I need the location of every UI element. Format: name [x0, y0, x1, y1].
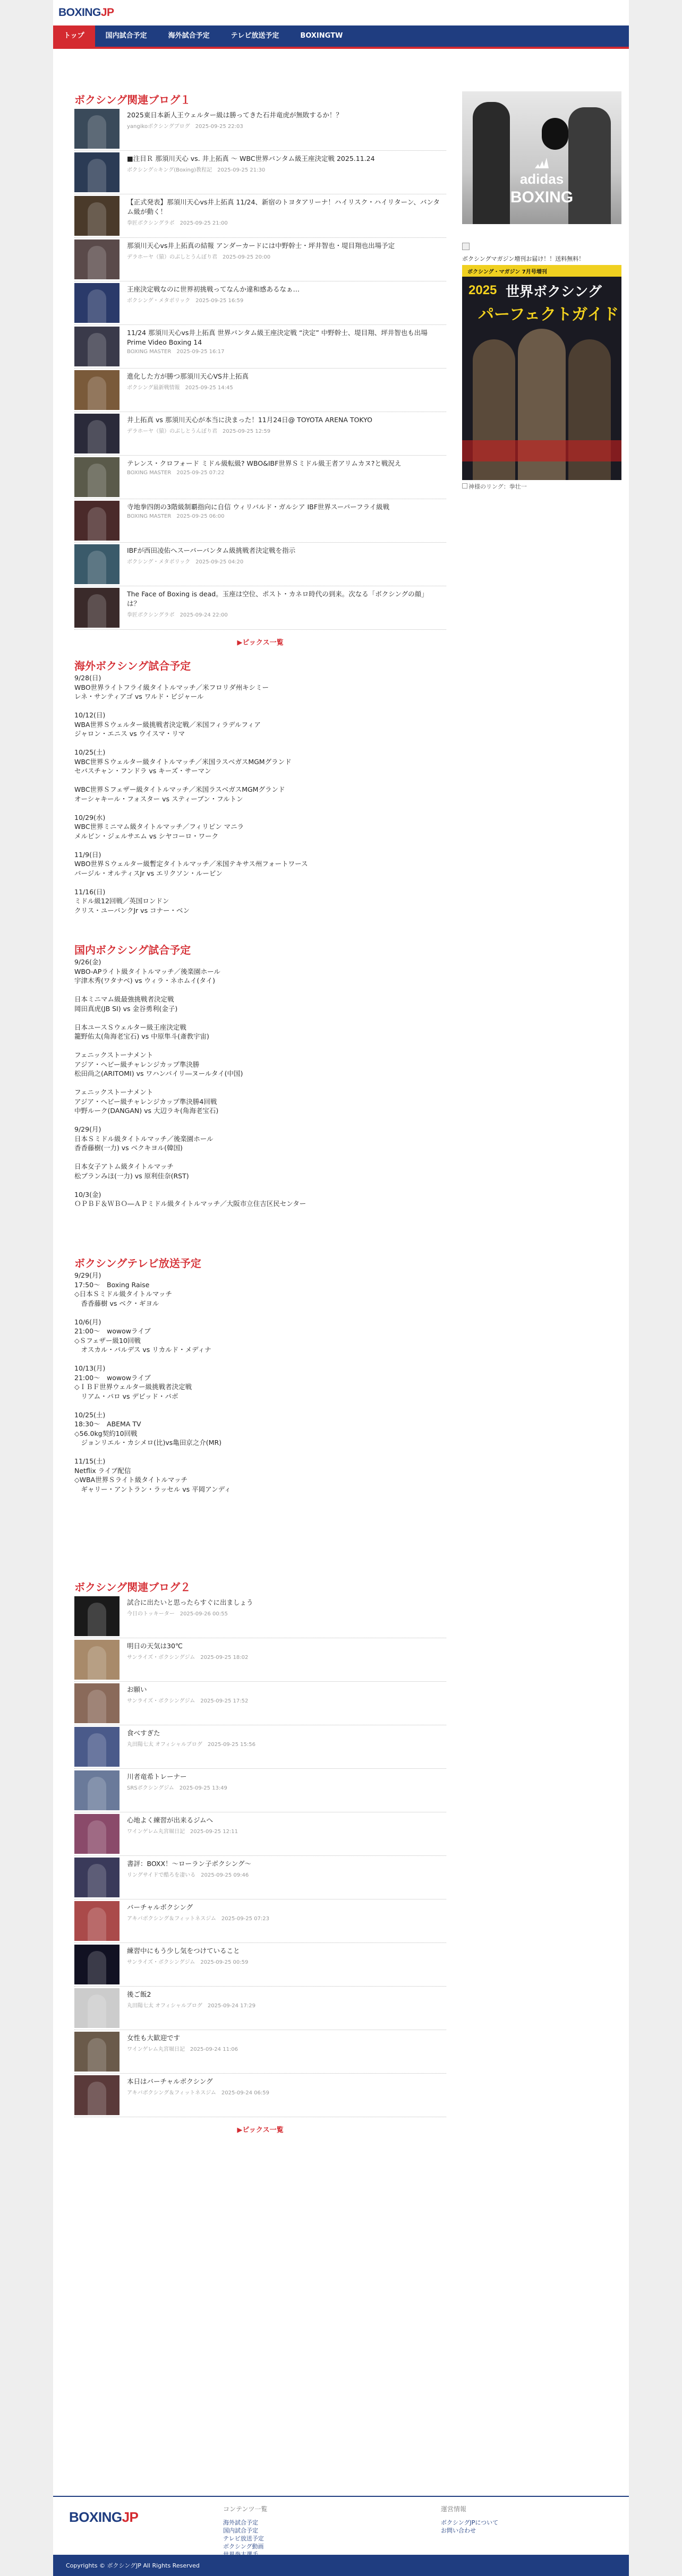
post-source[interactable]: アキバボクシング＆フィットネスジム	[127, 1916, 216, 1922]
post-date: 2025-09-25 04:20	[195, 559, 244, 565]
post-meta	[127, 349, 440, 355]
post-title[interactable]: テレンス・クロフォード ミドル級転級? WBO&IBF世界Ｓミドル級王者アリムカヌ?と戦況え	[127, 459, 402, 467]
thumb-figure	[88, 202, 106, 236]
post-thumbnail[interactable]	[74, 1858, 120, 1897]
post-date: 2025-09-25 16:59	[195, 298, 244, 304]
footer-link-tv[interactable]: テレビ放送予定	[223, 2535, 264, 2542]
copyright-bar	[53, 2555, 629, 2576]
post-source[interactable]: サンライズ・ボクシングジム	[127, 1959, 195, 1965]
post-text	[127, 2030, 440, 2052]
post-date: 2025-09-25 17:52	[200, 1698, 249, 1704]
copyright-text: Copyrights © ボクシングJP All Rights Reserved	[66, 2562, 200, 2569]
post-title[interactable]: 進化した方が勝つ那須川天心VS井上拓真	[127, 372, 249, 380]
post-date: 2025-09-25 18:02	[200, 1655, 249, 1661]
post-title[interactable]: The Face of Boxing is dead。玉座は空位、ポスト・カネロ時代の到来。次なる「ボクシングの顔」は？	[127, 590, 428, 607]
post-meta	[127, 1653, 440, 1661]
thumb-figure	[88, 115, 106, 149]
post-source[interactable]: アキバボクシング＆フィットネスジム	[127, 2090, 216, 2096]
post-title[interactable]: 那須川天心vs井上拓真の結報 アンダーカードには中野幹士・坪井智也・堤目翔也出場予定	[127, 242, 395, 250]
post-text	[127, 499, 440, 519]
post-text	[127, 194, 440, 226]
thumb-figure	[88, 1646, 106, 1680]
post-title[interactable]: 2025東日本新人王ウェルター級は勝ってきた石井竜虎が無敗するか！？	[127, 111, 343, 119]
post-title[interactable]: 後ご飯2	[127, 1990, 151, 1998]
post-thumbnail[interactable]	[74, 1640, 120, 1680]
site-logo[interactable]: BOXINGJP	[58, 6, 114, 19]
post-date: 2025-09-25 22:03	[195, 124, 243, 130]
blog-post-row[interactable]	[74, 151, 446, 194]
blog-post-row[interactable]	[74, 543, 446, 586]
overseas-heading: 海外ボクシング試合予定	[74, 660, 191, 672]
blog-post-row[interactable]	[74, 1769, 446, 1812]
blog-post-row[interactable]	[74, 325, 446, 369]
banner-figure-right	[568, 107, 611, 224]
blog-post-row[interactable]	[74, 2030, 446, 2074]
post-date: 2025-09-25 15:56	[207, 1742, 256, 1748]
post-date: 2025-09-25 16:17	[176, 349, 225, 355]
post-text	[127, 1595, 440, 1617]
post-source[interactable]: ボクシング・メタボリック	[127, 559, 191, 565]
blog2-list	[74, 1595, 446, 2117]
cover-year: 2025	[468, 283, 497, 297]
blog2-heading: ボクシング関連ブログ２	[74, 1581, 191, 1594]
post-source[interactable]: サンライズ・ボクシングジム	[127, 1655, 195, 1661]
blog-post-row[interactable]	[74, 238, 446, 281]
footer-info-heading: 運営情報	[441, 2505, 467, 2513]
post-meta	[127, 1740, 440, 1748]
post-text	[127, 1943, 440, 1965]
footer-info-col	[441, 2505, 498, 2535]
post-date: 2025-09-24 11:06	[190, 2047, 238, 2052]
post-text	[127, 1725, 440, 1748]
post-meta	[127, 1914, 440, 1922]
thumb-figure	[88, 1820, 106, 1854]
cover-top-text: ボクシング・マガジン 7月号増刊	[467, 269, 547, 275]
post-text	[127, 369, 440, 391]
thumb-figure	[88, 1733, 106, 1767]
post-meta	[127, 165, 440, 173]
post-meta	[127, 122, 440, 130]
cover-red-accent	[462, 440, 621, 461]
post-meta	[127, 557, 440, 565]
blog1-heading: ボクシング関連ブログ１	[74, 93, 191, 106]
post-thumbnail[interactable]	[74, 457, 120, 497]
post-meta	[127, 1609, 440, 1617]
post-source[interactable]: SRSボクシングジム	[127, 1785, 174, 1791]
tv-heading: ボクシングテレビ放送予定	[74, 1257, 201, 1270]
post-thumbnail[interactable]	[74, 2075, 120, 2115]
nav-overseas[interactable]: 海外試合予定	[168, 32, 210, 40]
post-source[interactable]: BOXING MASTER	[127, 470, 172, 476]
post-meta	[127, 470, 440, 476]
post-thumbnail[interactable]	[74, 239, 120, 279]
post-thumbnail[interactable]	[74, 152, 120, 192]
post-meta	[127, 252, 440, 260]
post-title[interactable]: IBFが西田凌佑へスーパーバンタム級挑戦者決定戦を指示	[127, 546, 296, 554]
post-meta	[127, 1870, 440, 1878]
thumb-figure	[88, 420, 106, 453]
post-title[interactable]: 練習中にもう少し気をつけていること	[127, 1947, 240, 1955]
tv-text: 9/29(月) 17:50〜 Boxing Raise ◇日本Ｓミドル級タイトルマッチ 香香藤樹 vs ベク・ギヨル 10/6(月) 21:00〜 wowowライブ ◇Ｓフェザー級10回戦 オスカル・バルデス vs リカルド・メディナ 10/13(月) 21:00〜 wowowライブ ◇ＩＢＦ世界ウェルター級挑戦者決定戦 リアム・パロ vs デビッド・パボ 10/25(土) 18:30〜 ABEMA TV ◇56.0kg契約10回戦 ジョンリエル・カシメロ(比)vs亀田京之介(MR) 11/15(土) Netflix ライブ配信 ◇WBA世界Ｓライト級タイトルマッチ ギャリー・アントラン・ラッセル vs 平岡アンディ	[74, 1271, 231, 1493]
blog1-more-link[interactable]: ▶ピックス一覧	[237, 639, 284, 647]
tv-schedule	[74, 1271, 446, 1579]
post-date: 2025-09-25 12:11	[190, 1829, 238, 1835]
blog2-more-link[interactable]: ▶ピックス一覧	[237, 2126, 284, 2134]
cover-title-1: 世界ボクシング	[506, 284, 602, 300]
post-title[interactable]: 【正式発表】那須川天心vs井上拓真 11/24、新宿のトヨタアリーナ！ハイリスク・ハイリターン、バンタム級が動く！	[127, 198, 440, 216]
post-text	[127, 1899, 440, 1922]
blog-post-row[interactable]	[74, 1725, 446, 1769]
blog-post-row[interactable]	[74, 1812, 446, 1856]
thumb-figure	[88, 246, 106, 279]
blog-post-row[interactable]	[74, 1595, 446, 1638]
footer-link-about[interactable]: ボクシングJPについて	[441, 2519, 499, 2526]
post-title[interactable]: 食べすぎた	[127, 1729, 160, 1737]
post-source[interactable]: 丸田陽七太 オフィシャルブログ	[127, 2003, 202, 2009]
post-thumbnail[interactable]	[74, 588, 120, 628]
post-title[interactable]: 心地よく練習が出来るジムへ	[127, 1816, 214, 1824]
page-container	[53, 0, 629, 2576]
post-meta	[127, 1957, 440, 1965]
post-thumbnail[interactable]	[74, 196, 120, 236]
thumb-figure	[88, 159, 106, 192]
post-source[interactable]: リングサイドで酷ろを凄いる	[127, 1872, 196, 1878]
footer-link-domestic[interactable]: 国内試合予定	[223, 2527, 258, 2534]
thumb-figure	[88, 2038, 106, 2072]
post-thumbnail[interactable]	[74, 1814, 120, 1854]
post-meta	[127, 2001, 440, 2009]
post-thumbnail[interactable]	[74, 109, 120, 149]
cover-title-2: パーフェクトガイド	[478, 305, 619, 324]
post-date: 2025-09-25 13:49	[179, 1785, 227, 1791]
post-text	[127, 412, 440, 434]
adidas-boxing-banner[interactable]	[462, 91, 621, 224]
post-text	[127, 1856, 440, 1878]
main-nav	[53, 25, 629, 49]
post-source[interactable]: 丸田陽七太 オフィシャルブログ	[127, 1742, 202, 1748]
blog-post-row[interactable]	[74, 281, 446, 325]
domestic-heading: 国内ボクシング試合予定	[74, 944, 191, 956]
footer-link-video[interactable]: ボクシング動画	[223, 2543, 264, 2550]
post-thumbnail[interactable]	[74, 370, 120, 410]
post-thumbnail[interactable]	[74, 414, 120, 453]
post-text	[127, 1682, 440, 1704]
post-date: 2025-09-25 06:00	[176, 514, 225, 519]
thumb-figure	[88, 1907, 106, 1941]
post-source[interactable]: 拳匠ボクシングラボ	[127, 612, 175, 618]
post-source[interactable]: ボクシング最新戦情報	[127, 385, 180, 391]
blog-post-row[interactable]	[74, 2074, 446, 2117]
post-source[interactable]: BOXING MASTER	[127, 349, 172, 355]
blog-post-row[interactable]	[74, 499, 446, 543]
blog-post-row[interactable]	[74, 1899, 446, 1943]
thumb-figure	[88, 594, 106, 628]
post-date: 2025-09-26 00:55	[180, 1611, 228, 1617]
thumb-figure	[88, 1690, 106, 1723]
overseas-text: 9/28(日) WBO世界ライトフライ級タイトルマッチ／米フロリダ州キシミー レネ・サンティアゴ vs ワルド・ビジャール 10/12(日) WBA世界Ｓウェルター級挑戦者決定戦／米国フィラデルフィア ジャロン・エニス vs ウイスマ・リマ 10/25(土) WBC世界Ｓウェルター級タイトルマッチ／米国ラスベガスMGMグランド セバスチャン・フンドラ vs キーズ・サーマン WBC世界Ｓフェザー級タイトルマッチ／米国ラスベガスMGMグランド オーシャキール・フォスター vs スティーブン・フルトン 10/29(水) WBC世界ミニマム級タイトルマッチ／フィリピン マニラ メルビン・ジェルサエム vs シヤコーロ・ワーク 11/9(日) WBO世界Ｓウェルター級暫定タイトルマッチ／米国テキサス州フォートワース バージル・オルティスJr vs エリクソン・ルービン 11/16(日) ミドル級12回戦／英国ロンドン クリス・ユーバンクJr vs コナー・ベン	[74, 674, 308, 914]
post-meta	[127, 1696, 440, 1704]
post-date: 2025-09-25 20:00	[223, 254, 271, 260]
blog-post-row[interactable]	[74, 1987, 446, 2030]
post-thumbnail[interactable]	[74, 1945, 120, 1984]
post-meta	[127, 610, 440, 618]
footer-contents-heading: コンテンツ一覧	[223, 2505, 268, 2513]
domestic-schedule	[74, 957, 446, 1255]
post-title[interactable]: 女性も大歓迎です	[127, 2034, 181, 2042]
post-text	[127, 1638, 440, 1661]
post-thumbnail[interactable]	[74, 1901, 120, 1941]
thumb-figure	[88, 551, 106, 584]
domestic-text: 9/26(金) WBO-APライト級タイトルマッチ／後楽園ホール 宇津木秀(ワタナベ) vs ウィラ・ネホムイ(タイ) 日本ミニマム級最強挑戦者決定戦 岡田真虎(JB SI) vs 金谷勇利(金子) 日本ユースＳウェルター級王座決定戦 籠野佑太(角海老宝石) vs 中原隼斗(斎教宇宙) フェニックストーナメント アジア・ヘビー級チャレンジカップ準決勝 松田尚之(ARITOMI) vs ワハンバイリ―ヌールタイ(中国) フェニックストーナメント アジア・ヘビー級チャレンジカップ準決勝4回戦 中野ルーク(DANGAN) vs 大辺ラキ(角海老宝石) 9/29(月) 日本Ｓミドル級タイトルマッチ／後楽園ホール 香香藤樹(一力) vs ベクキヨル(韓国) 日本女子アトム級タイトルマッチ 松ブランみほ(一力) vs 原利佳奈(RST) 10/3(金) ＯＰＢＦ＆ＷＢＯ―ＡＰミドル級タイトルマッチ／大阪市立住吉区民センター	[74, 958, 306, 1208]
post-date: 2025-09-24 22:00	[180, 612, 228, 618]
post-text	[127, 543, 440, 565]
post-text	[127, 586, 440, 618]
post-meta	[127, 2044, 440, 2052]
post-title[interactable]: 本日はバーチャルボクシング	[127, 2077, 213, 2085]
post-title[interactable]: 明日の天気は30℃	[127, 1642, 183, 1650]
site-footer	[53, 2496, 629, 2576]
nav-top[interactable]: トップ	[53, 25, 95, 47]
blog-post-row[interactable]	[74, 456, 446, 499]
post-thumbnail[interactable]	[74, 327, 120, 366]
post-date: 2025-09-24 06:59	[221, 2090, 269, 2096]
main-content	[74, 91, 446, 2134]
post-date: 2025-09-25 21:30	[217, 167, 266, 173]
blog-post-row[interactable]	[74, 1856, 446, 1899]
thumb-figure	[88, 333, 106, 366]
blog-post-row[interactable]	[74, 586, 446, 630]
banner-brand: adidas	[519, 171, 564, 187]
overseas-schedule	[74, 673, 446, 942]
post-thumbnail[interactable]	[74, 1727, 120, 1767]
blog-post-row[interactable]	[74, 369, 446, 412]
post-source[interactable]: デラホーヤ（猿）のぶしとうんぼり君	[127, 254, 217, 260]
post-date: 2025-09-25 07:23	[221, 1916, 269, 1922]
banner-word: BOXING	[510, 189, 574, 206]
post-thumbnail[interactable]	[74, 501, 120, 541]
blog-post-row[interactable]	[74, 1638, 446, 1682]
thumb-figure	[88, 2082, 106, 2115]
thumb-figure	[88, 1951, 106, 1984]
post-date: 2025-09-24 17:29	[207, 2003, 256, 2009]
post-source[interactable]: サンライズ・ボクシングジム	[127, 1698, 195, 1704]
post-text	[127, 1987, 440, 2009]
post-meta	[127, 218, 440, 226]
site-header	[53, 0, 629, 25]
post-meta	[127, 296, 440, 304]
book-alt-text: 神様のリング：拳壮一	[462, 482, 621, 491]
post-text	[127, 1769, 440, 1791]
post-text	[127, 325, 440, 355]
post-date: 2025-09-25 12:59	[223, 429, 271, 434]
nav-domestic[interactable]: 国内試合予定	[105, 32, 147, 40]
post-source[interactable]: 拳匠ボクシングラボ	[127, 220, 175, 226]
post-meta	[127, 1827, 440, 1835]
magazine-caption: ボクシングマガジン増刊お届け！！送料無料！	[462, 255, 585, 262]
post-date: 2025-09-25 09:46	[201, 1872, 249, 1878]
footer-contents-col	[223, 2505, 267, 2558]
post-source[interactable]: 今日のトッキーター	[127, 1611, 175, 1617]
post-text	[127, 151, 440, 173]
post-text	[127, 281, 440, 304]
post-meta	[127, 2088, 440, 2096]
post-source[interactable]: ワインゲレム丸宮堀日記	[127, 2047, 185, 2052]
post-title[interactable]: 王座決定戦なのに世界初挑戦ってなんか違和感あるなぁ…	[127, 285, 300, 293]
thumb-figure	[88, 1777, 106, 1810]
post-meta	[127, 383, 440, 391]
post-thumbnail[interactable]	[74, 1683, 120, 1723]
thumb-figure	[88, 507, 106, 541]
post-source[interactable]: デラホーヤ（猿）のぶしとうんぼり君	[127, 429, 217, 434]
footer-link-overseas[interactable]: 海外試合予定	[223, 2519, 258, 2526]
blog-post-row[interactable]	[74, 107, 446, 151]
footer-top-line	[53, 2496, 629, 2497]
post-text	[127, 1812, 440, 1835]
post-title[interactable]: 書評：BOXX！〜ローラン子ボクシング〜	[127, 1860, 251, 1868]
post-thumbnail[interactable]	[74, 283, 120, 323]
post-title[interactable]: ■注目Ｒ 那須川天心 vs. 井上拓真 〜 WBC世界バンタム級王座決定戦 2025.11.24	[127, 155, 375, 162]
footer-logo[interactable]: BOXINGJP	[69, 2509, 139, 2525]
post-text	[127, 2074, 440, 2096]
thumb-figure	[88, 289, 106, 323]
post-meta	[127, 514, 440, 519]
post-date: 2025-09-25 21:00	[180, 220, 228, 226]
post-title[interactable]: 井上拓真 vs 那須川天心が本当に決まった！11月24日@ TOYOTA ARENA TOKYO	[127, 416, 372, 424]
broken-image-icon	[462, 243, 470, 250]
blog-post-row[interactable]	[74, 1682, 446, 1725]
post-text	[127, 238, 440, 260]
post-source[interactable]: ボクシング☆キング(Boxing)教程記	[127, 167, 212, 173]
blog1-list	[74, 107, 446, 630]
post-thumbnail[interactable]	[74, 2032, 120, 2072]
post-thumbnail[interactable]	[74, 1988, 120, 2028]
footer-link-contact[interactable]: お問い合わせ	[441, 2527, 476, 2534]
post-meta	[127, 1783, 440, 1791]
post-source[interactable]: ワインゲレム丸宮堀日記	[127, 1829, 185, 1835]
nav-tv[interactable]: テレビ放送予定	[231, 32, 279, 40]
sidebar	[462, 91, 621, 491]
thumb-figure	[88, 464, 106, 497]
nav-boxingtw[interactable]: BOXINGTW	[300, 32, 343, 40]
broken-image-icon-2	[462, 483, 467, 489]
post-thumbnail[interactable]	[74, 544, 120, 584]
post-title[interactable]: お願い	[127, 1685, 147, 1693]
post-thumbnail[interactable]	[74, 1770, 120, 1810]
post-title[interactable]: 試合に出たいと思ったらすぐに出ましょう	[127, 1598, 253, 1606]
blog-post-row[interactable]	[74, 412, 446, 456]
post-source[interactable]: BOXING MASTER	[127, 514, 172, 519]
post-title[interactable]: バーチャルボクシング	[127, 1903, 193, 1911]
thumb-figure	[88, 1603, 106, 1636]
magazine-cover[interactable]	[462, 265, 621, 480]
post-title[interactable]: 寺地拳四朗の3階級制覇指向に自信 ウィリバルド・ガルシア IBF世界スーパーフライ級戦	[127, 503, 390, 511]
blog-post-row[interactable]	[74, 194, 446, 238]
thumb-figure	[88, 376, 106, 410]
thumb-figure	[88, 1864, 106, 1897]
thumb-figure	[88, 1995, 106, 2028]
post-thumbnail[interactable]	[74, 1596, 120, 1636]
post-title[interactable]: 川者竜希トレーナー	[127, 1773, 187, 1781]
post-text	[127, 107, 440, 130]
blog-post-row[interactable]	[74, 1943, 446, 1987]
adidas-logo-icon	[534, 158, 550, 168]
post-meta	[127, 426, 440, 434]
banner-glove	[542, 118, 568, 150]
post-text	[127, 456, 440, 476]
post-date: 2025-09-25 14:45	[185, 385, 233, 391]
post-date: 2025-09-25 07:22	[176, 470, 225, 476]
post-source[interactable]: yangikoボクシングブログ	[127, 124, 190, 130]
post-date: 2025-09-25 00:59	[200, 1959, 249, 1965]
post-title[interactable]: 11/24 那須川天心vs井上拓真 世界バンタム級王座決定戦 “決定” 中野幹士、堤目翔、坪井智也も出場 Prime Video Boxing 14	[127, 329, 428, 346]
post-source[interactable]: ボクシング・メタボリック	[127, 298, 191, 304]
